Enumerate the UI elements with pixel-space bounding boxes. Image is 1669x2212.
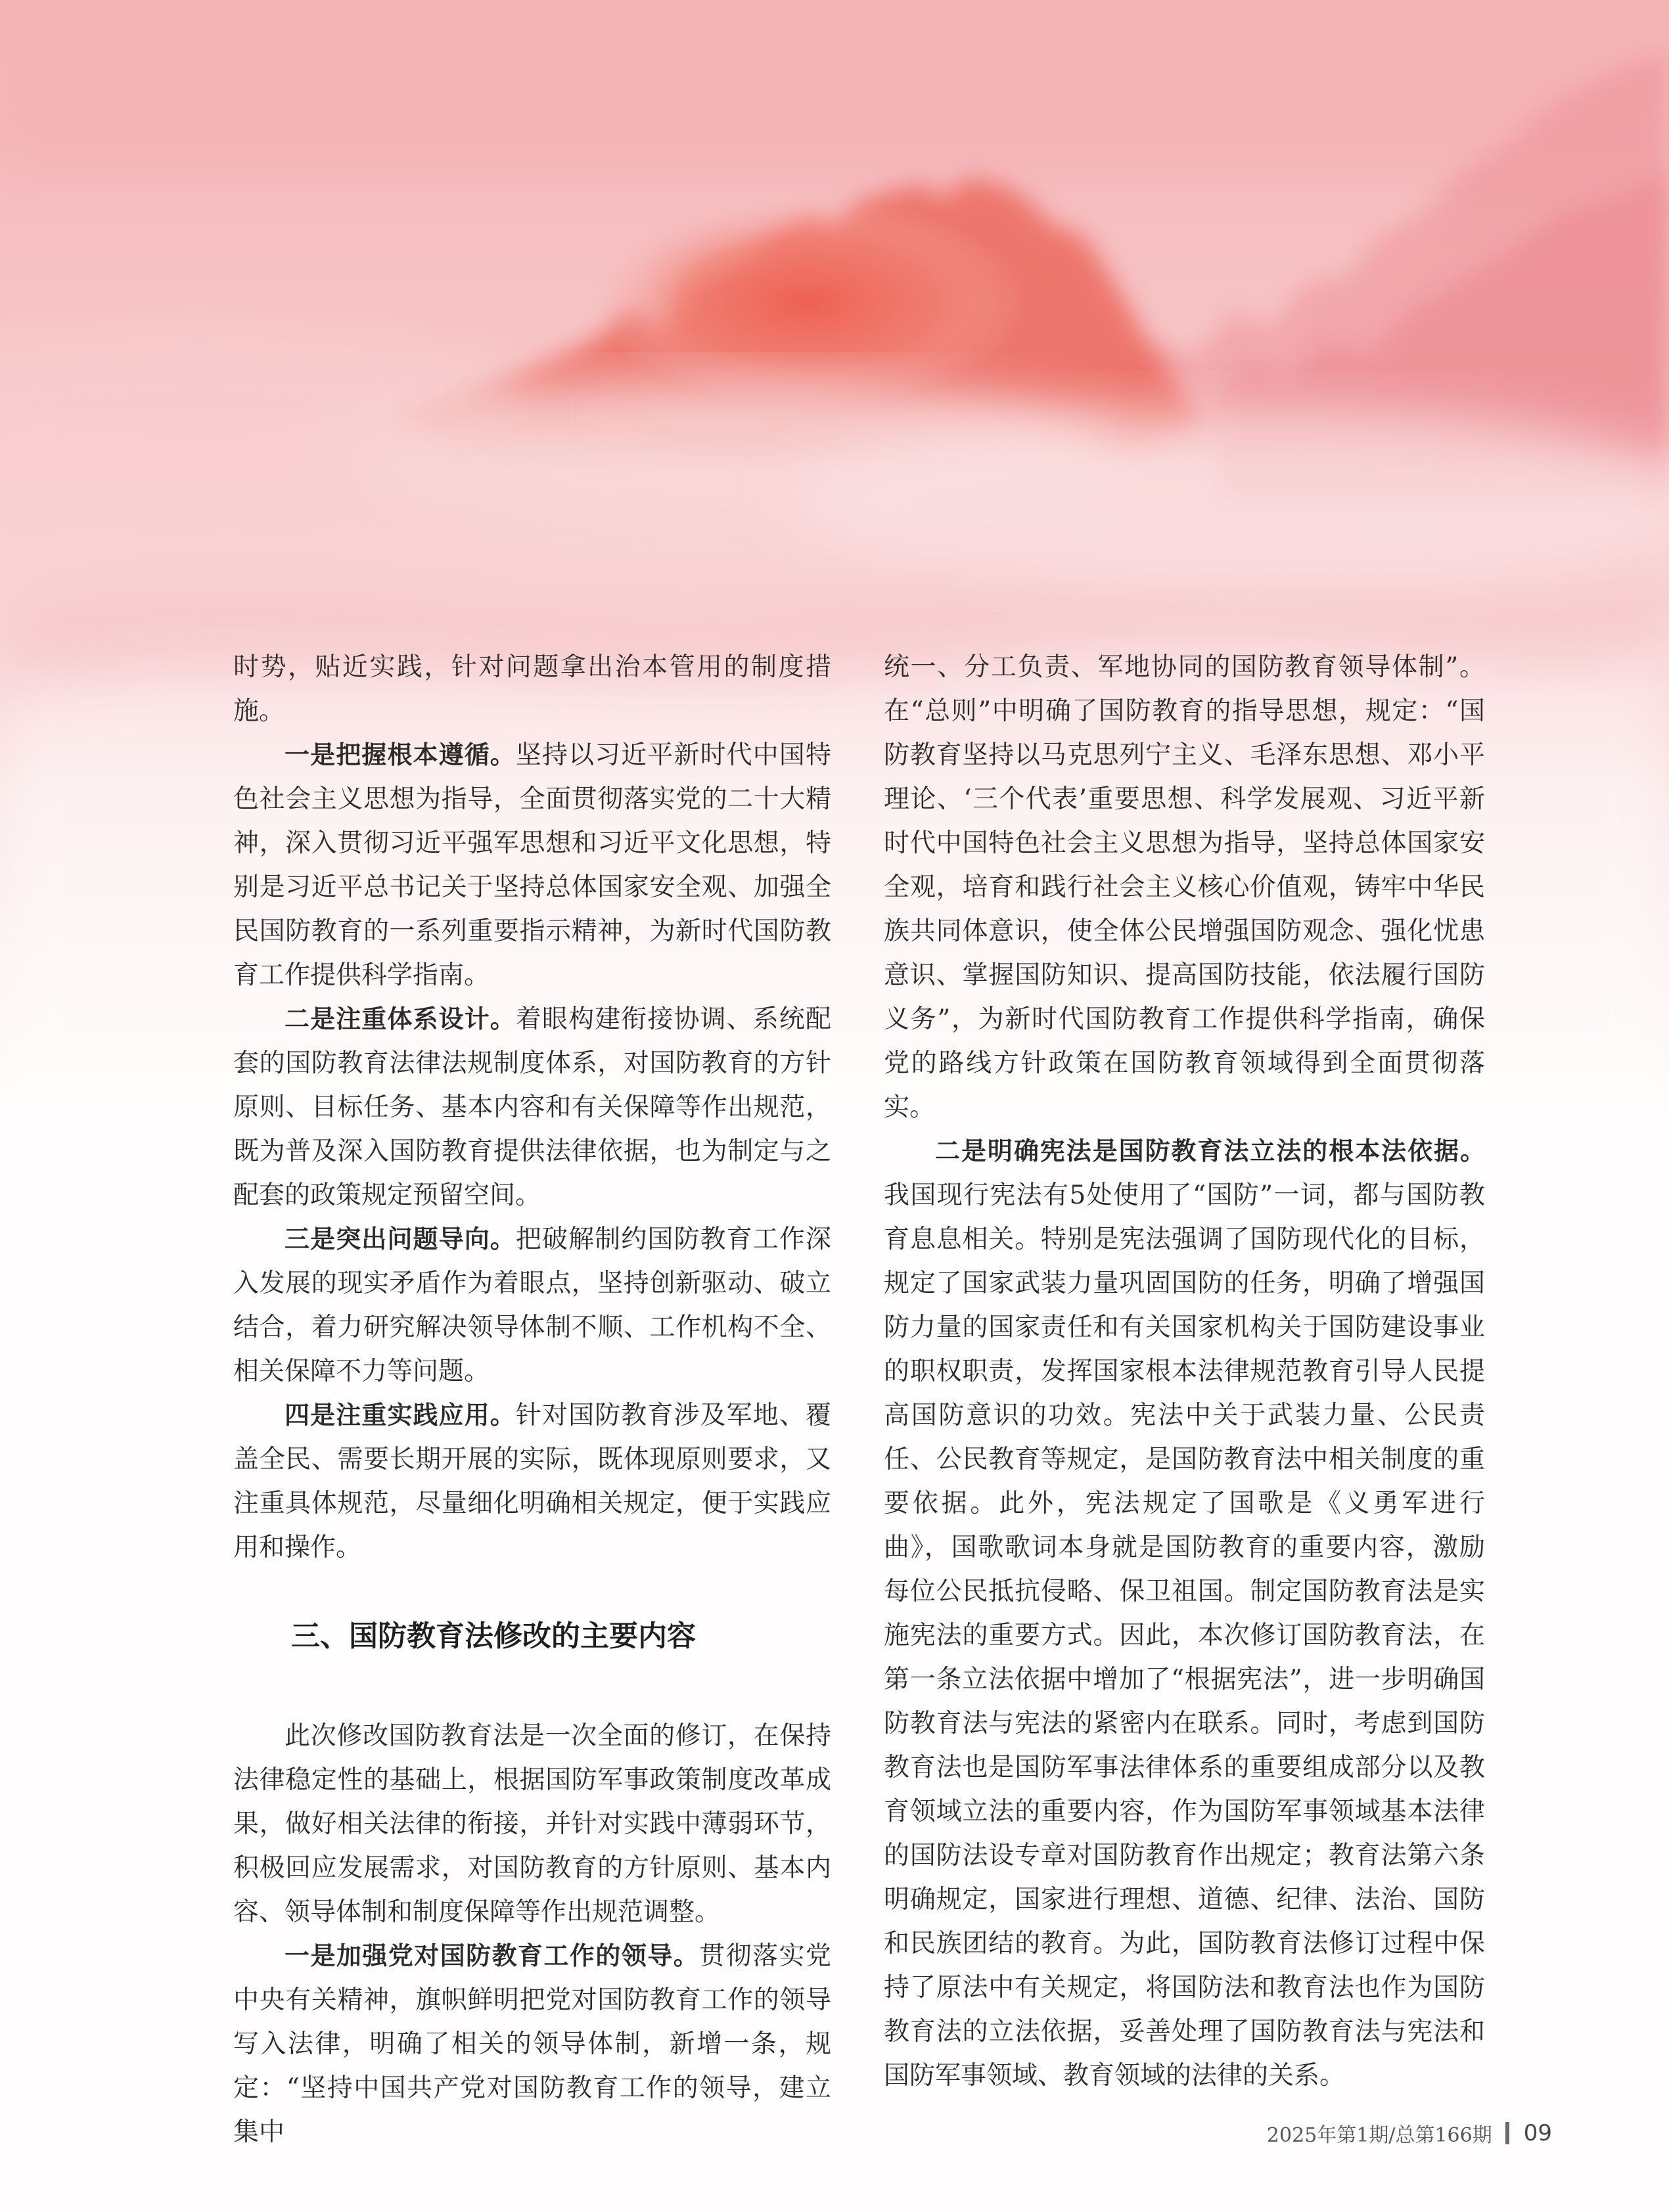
- paragraph-lead: 二是明确宪法是国防教育法立法的根本法依据。: [935, 1137, 1485, 1165]
- paragraph-body: 针对国防教育涉及军地、覆盖全民、需要长期开展的实际，既体现原则要求，又注重具体规范，尽量细化明确相关规定，便于实践应用和操作。: [233, 1401, 831, 1562]
- page-number: 09: [1523, 2120, 1552, 2146]
- body-paragraph: 此次修改国防教育法是一次全面的修订，在保持法律稳定性的基础上，根据国防军事政策制度改革成果，做好相关法律的衔接，并针对实践中薄弱环节，积极回应发展需求，对国防教育的方针原则、基本内容、领导体制和制度保障等作出规范调整。: [233, 1721, 831, 1927]
- body-paragraph: [884, 1129, 1485, 2098]
- right-column: [884, 645, 1485, 2098]
- section-heading: 三、国防教育法修改的主要内容: [291, 1619, 696, 1653]
- body-paragraph: [233, 1217, 831, 1393]
- left-column: [233, 645, 831, 2154]
- page-footer: [1267, 2119, 1552, 2148]
- paragraph-body: 我国现行宪法有5处使用了“国防”一词，都与国防教育息息相关。特别是宪法强调了国防现代化的目标，规定了国家武装力量巩固国防的任务，明确了增强国防力量的国家责任和有关国家机构关于国防建设事业的职权职责，发挥国家根本法律规范教育引导人民提高国防意识的功效。宪法中关于武装力量、公民责任、公民教育等规定，是国防教育法中相关制度的重要依据。此外，宪法规定了国歌是《义勇军进行曲》，国歌歌词本身就是国防教育的重要内容，激励每位公民抵抗侵略、保卫祖国。制定国防教育法是实施宪法的重要方式。因此，本次修订国防教育法，在第一条立法依据中增加了“根据宪法”，进一步明确国防教育法与宪法的紧密内在联系。同时，考虑到国防教育法也是国防军事法律体系的重要组成部分以及教育领域立法的重要内容，作为国防军事领域基本法律的国防法设专章对国防教育作出规定；教育法第六条明确规定，国家进行理想、道德、纪律、法治、国防和民族团结的教育。为此，国防教育法修订过程中保持了原法中有关规定，将国防法和教育法也作为国防教育法的立法依据，妥善处理了国防教育法与宪法和国防军事领域、教育领域的法律的关系。: [884, 1181, 1485, 2090]
- paragraph-lead: 一是把握根本遵循。: [285, 740, 516, 769]
- footer-divider: [1505, 2122, 1509, 2144]
- paragraph-body: 坚持以习近平新时代中国特色社会主义思想为指导，全面贯彻落实党的二十大精神，深入贯彻习近平强军思想和习近平文化思想，特别是习近平总书记关于坚持总体国家安全观、加强全民国防教育的一系列重要指示精神，为新时代国防教育工作提供科学指南。: [233, 740, 831, 990]
- paragraph-lead: 三是突出问题导向。: [285, 1225, 516, 1253]
- paragraph-body: 着眼构建衔接协调、系统配套的国防教育法律法规制度体系，对国防教育的方针原则、目标任务、基本内容和有关保障等作出规范，既为普及深入国防教育提供法律依据，也为制定与之配套的政策规定预留空间。: [233, 1004, 831, 1210]
- paragraph-lead: 一是加强党对国防教育工作的领导。: [285, 1941, 700, 1970]
- paragraph-lead: 二是注重体系设计。: [285, 1004, 516, 1033]
- paragraph-lead: 四是注重实践应用。: [285, 1401, 516, 1430]
- issue-label: 2025年第1期/总第166期: [1266, 2124, 1492, 2147]
- body-paragraph: [233, 997, 831, 1217]
- body-paragraph: [233, 1934, 831, 2154]
- body-paragraph: 时势，贴近实践，针对问题拿出治本管用的制度措施。: [233, 652, 831, 726]
- body-paragraph: [233, 733, 831, 997]
- body-paragraph: [233, 1393, 831, 1569]
- body-paragraph: 统一、分工负责、军地协同的国防教育领导体制”。在“总则”中明确了国防教育的指导思想，规定：“国防教育坚持以马克思列宁主义、毛泽东思想、邓小平理论、‘三个代表’重要思想、科学发展观、习近平新时代中国特色社会主义思想为指导，坚持总体国家安全观，培育和践行社会主义核心价值观，铸牢中华民族共同体意识，使全体公民增强国防观念、强化忧患意识、掌握国防知识、提高国防技能，依法履行国防义务”，为新时代国防教育工作提供科学指南，确保党的路线方针政策在国防教育领域得到全面贯彻落实。: [884, 652, 1485, 1122]
- paragraph-body: 把破解制约国防教育工作深入发展的现实矛盾作为着眼点，坚持创新驱动、破立结合，着力研究解决领导体制不顺、工作机构不全、相关保障不力等问题。: [233, 1225, 831, 1386]
- paragraph-body: 贯彻落实党中央有关精神，旗帜鲜明把党对国防教育工作的领导写入法律，明确了相关的领导体制，新增一条，规定：“坚持中国共产党对国防教育工作的领导，建立集中: [233, 1941, 831, 2147]
